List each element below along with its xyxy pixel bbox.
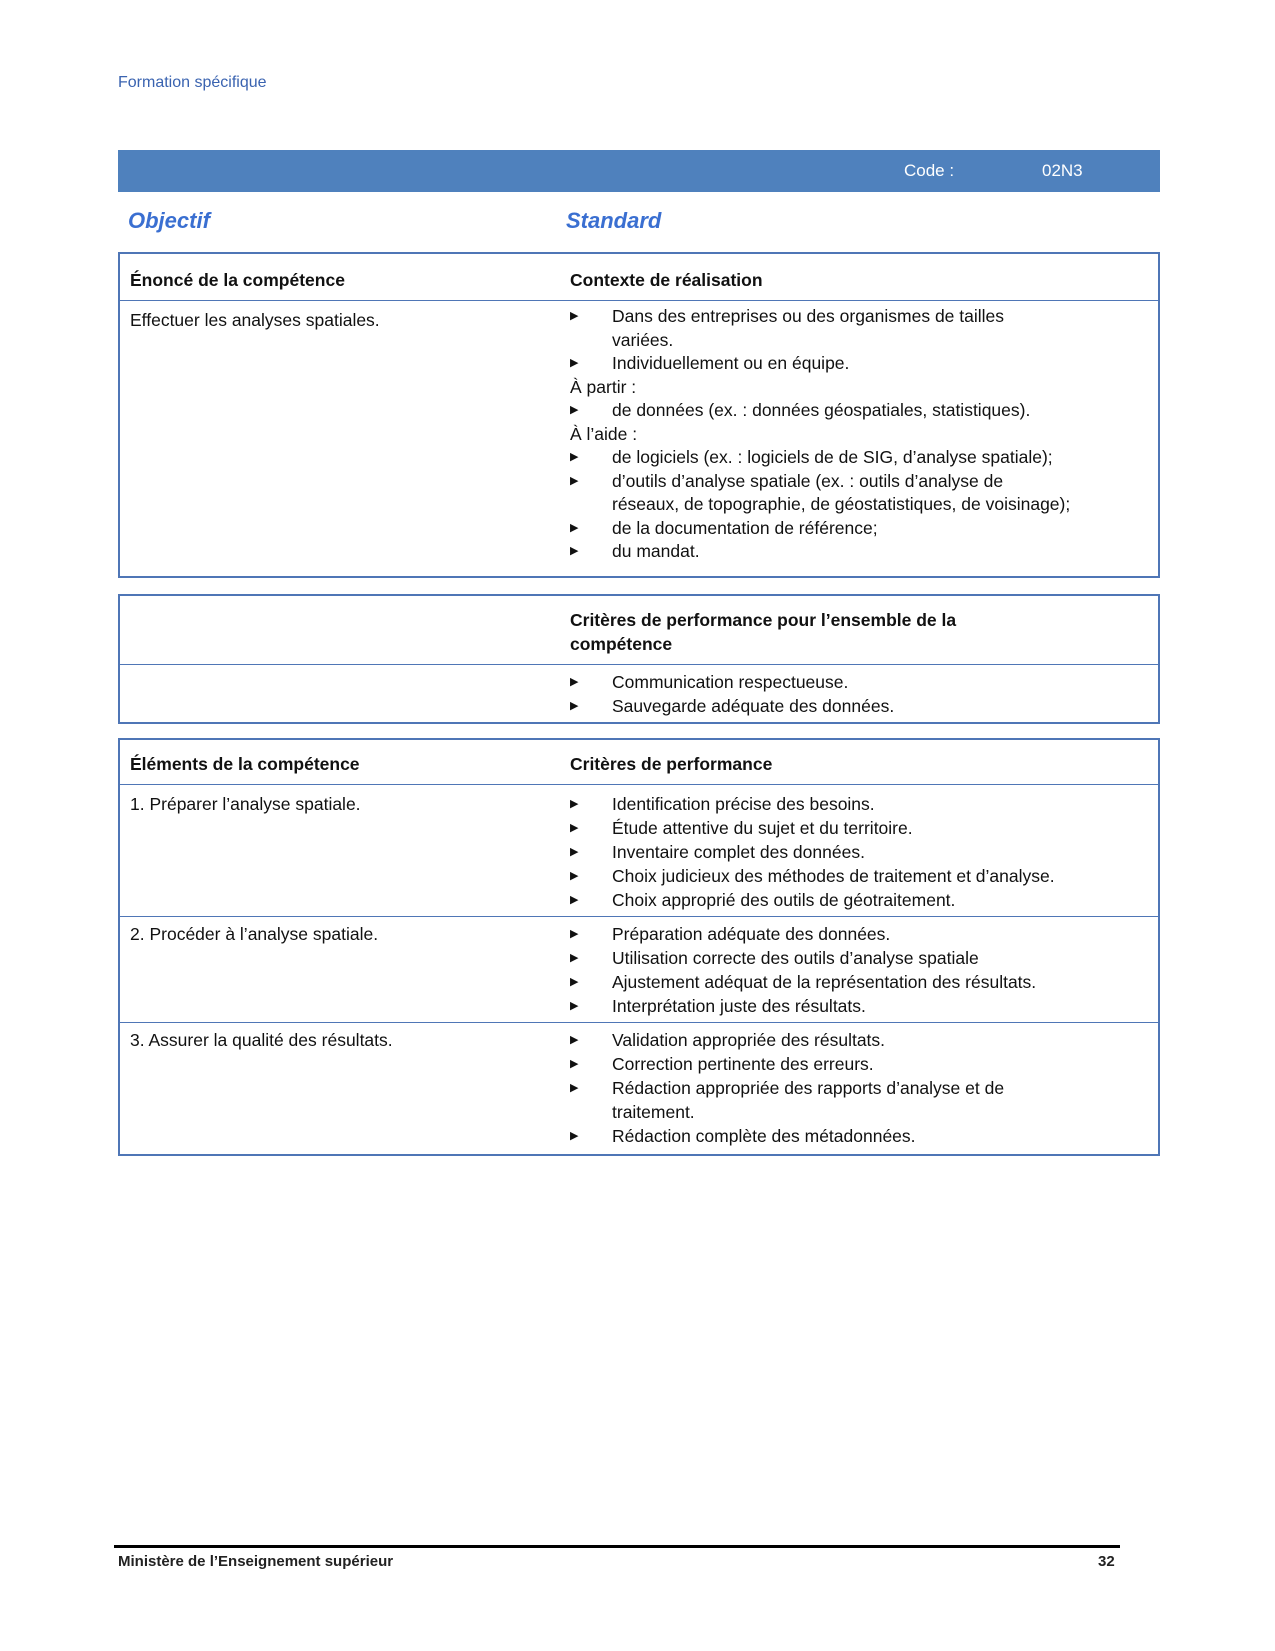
list-item: Identification précise des besoins. [612,794,875,814]
list-item: Choix judicieux des méthodes de traitement et d’analyse. [612,866,1055,886]
list-item: Interprétation juste des résultats. [612,996,866,1016]
bullet-icon: ▶ [570,521,579,534]
competence-element: 3. Assurer la qualité des résultats. [130,1030,393,1050]
bullet-icon: ▶ [570,822,579,834]
elements-table [118,738,1160,1156]
list-item: Validation appropriée des résultats. [612,1030,886,1050]
objective-heading: Objectif [128,208,210,233]
list-item: traitement. [612,1102,695,1122]
competence-statement: Effectuer les analyses spatiales. [130,310,380,330]
row-divider [120,916,1158,917]
list-item: À l’aide : [570,423,638,444]
row-divider [120,1022,1158,1023]
bullet-icon: ▶ [570,928,579,940]
list-item: Ajustement adéquat de la représentation des résultats. [612,972,1037,992]
criteria-header: Critères de performance [570,754,773,774]
bullet-icon: ▶ [570,700,579,712]
elements-header: Éléments de la compétence [130,754,360,774]
list-item: du mandat. [612,541,700,561]
list-item: Étude attentive du sujet et du territoire. [612,818,913,838]
competence-statement-table [118,252,1160,578]
bullet-icon: ▶ [570,846,579,858]
bullet-icon: ▶ [570,474,579,487]
competence-element: 1. Préparer l’analyse spatiale. [130,794,361,814]
list-item: Choix approprié des outils de géotraitement. [612,890,956,910]
bullet-icon: ▶ [570,798,579,810]
bullet-icon: ▶ [570,357,579,369]
list-item: Correction pertinente des erreurs. [612,1054,874,1074]
competence-element: 2. Procéder à l’analyse spatiale. [130,924,379,944]
list-item: Rédaction complète des métadonnées. [612,1126,916,1146]
bullet-icon: ▶ [570,1058,579,1070]
bullet-icon: ▶ [570,952,579,964]
bullet-icon: ▶ [570,1082,579,1094]
bullet-icon: ▶ [570,545,579,557]
list-item: Communication respectueuse. [612,672,849,692]
list-item: de la documentation de référence; [612,517,878,538]
overall-criteria-table [118,594,1160,724]
code-value: 02N3 [1042,161,1083,180]
page-number: 32 [1098,1553,1115,1570]
list-item: de données (ex. : données géospatiales, statistiques). [612,400,1031,420]
header-note: Formation spécifique [118,74,267,91]
list-item: d’outils d’analyse spatiale (ex. : outils d’analyse de [612,470,1004,491]
row-divider [120,664,1158,665]
bullet-icon: ▶ [570,976,579,988]
row-divider [120,784,1158,785]
list-item: Utilisation correcte des outils d’analyse spatiale [612,948,979,968]
row-divider [120,300,1158,301]
list-item: variées. [612,329,674,350]
list-item: Préparation adéquate des données. [612,924,891,944]
code-band [118,150,1160,192]
statement-header: Énoncé de la compétence [130,270,345,290]
bullet-icon: ▶ [570,404,579,416]
list-item: de logiciels (ex. : logiciels de de SIG, d’analyse spatiale); [612,447,1053,467]
list-item: Dans des entreprises ou des organismes de tailles [612,306,1005,326]
bullet-icon: ▶ [570,310,579,322]
standard-heading: Standard [566,208,662,233]
bullet-icon: ▶ [570,1034,579,1046]
footer-ministry: Ministère de l’Enseignement supérieur [118,1553,394,1570]
list-item: Individuellement ou en équipe. [612,353,850,373]
list-item: Sauvegarde adéquate des données. [612,696,895,716]
list-item: Rédaction appropriée des rapports d’analyse et de [612,1078,1005,1098]
bullet-icon: ▶ [570,676,579,688]
list-item: réseaux, de topographie, de géostatistiques, de voisinage); [612,494,1071,514]
list-item: À partir : [570,376,637,397]
bullet-icon: ▶ [570,1000,579,1012]
overall-criteria-header-line1: Critères de performance pour l’ensemble de la [570,610,957,630]
overall-criteria-header-line2: compétence [570,634,673,654]
bullet-icon: ▶ [570,451,579,463]
bullet-icon: ▶ [570,894,579,906]
context-header: Contexte de réalisation [570,270,763,290]
bullet-icon: ▶ [570,1130,579,1142]
code-label: Code : [904,161,955,180]
footer-rule [114,1545,1120,1548]
bullet-icon: ▶ [570,870,579,882]
list-item: Inventaire complet des données. [612,842,865,862]
